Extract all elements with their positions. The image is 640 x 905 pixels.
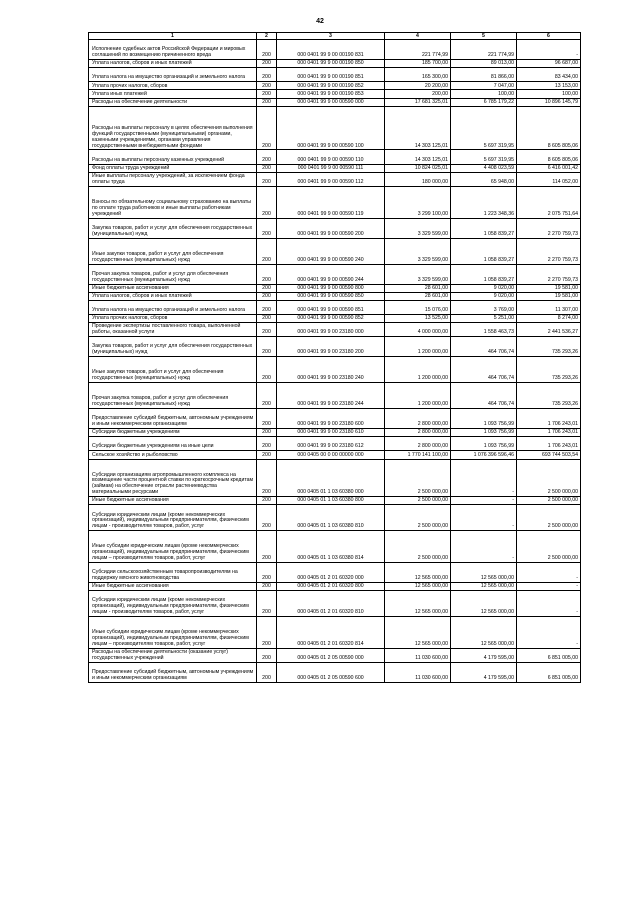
row-classification-cell: 000 0401 99 9 00 23180 244 xyxy=(277,383,385,409)
row-name-cell: Проведение экспертизы поставленного товара, выполненной работы, оказанной услуги xyxy=(89,323,257,337)
row-approved-cell: 2 800 000,00 xyxy=(385,437,451,451)
row-executed-cell: 1 058 839,27 xyxy=(451,218,517,238)
row-approved-cell: 1 200 000,00 xyxy=(385,337,451,357)
table-row xyxy=(89,383,581,409)
column-header: 6 xyxy=(517,33,581,40)
row-unexecuted-cell: 2 441 536,27 xyxy=(517,323,581,337)
row-executed-cell: 221 774,99 xyxy=(451,40,517,60)
table-row xyxy=(89,68,581,82)
row-approved-cell: 1 770 141 100,00 xyxy=(385,451,451,459)
row-classification-cell: 000 0401 99 9 00 00190 851 xyxy=(277,68,385,82)
table-row xyxy=(89,264,581,284)
row-approved-cell: 2 800 000,00 xyxy=(385,429,451,437)
table-row xyxy=(89,337,581,357)
row-approved-cell: 11 030 600,00 xyxy=(385,663,451,683)
budget-table xyxy=(88,32,581,683)
row-code-cell: 200 xyxy=(257,68,277,82)
row-name-cell: Иные закупки товаров, работ и услуг для обеспечения государственных (муниципальных) нужд xyxy=(89,357,257,383)
row-code-cell: 200 xyxy=(257,238,277,264)
row-classification-cell: 000 0405 00 0 00 00000 000 xyxy=(277,451,385,459)
table-row xyxy=(89,238,581,264)
row-approved-cell: 200,00 xyxy=(385,90,451,98)
row-unexecuted-cell: 2 500 000,00 xyxy=(517,505,581,531)
table-row xyxy=(89,617,581,649)
row-code-cell: 200 xyxy=(257,591,277,617)
row-executed-cell: - xyxy=(451,505,517,531)
row-code-cell: 200 xyxy=(257,648,277,662)
row-name-cell: Уплата налога на имущество организаций и земельного налога xyxy=(89,68,257,82)
row-approved-cell: 11 030 600,00 xyxy=(385,648,451,662)
table-row xyxy=(89,429,581,437)
row-unexecuted-cell: 10 896 145,79 xyxy=(517,98,581,106)
row-code-cell: 200 xyxy=(257,284,277,292)
row-unexecuted-cell: 2 075 751,64 xyxy=(517,186,581,218)
row-unexecuted-cell: 6 851 005,00 xyxy=(517,663,581,683)
row-unexecuted-cell: 8 605 805,06 xyxy=(517,150,581,164)
row-code-cell: 200 xyxy=(257,300,277,314)
row-executed-cell: 1 093 756,99 xyxy=(451,409,517,429)
row-name-cell: Уплата налогов, сборов и иных платежей xyxy=(89,292,257,300)
table-row xyxy=(89,505,581,531)
row-executed-cell: 5 697 319,95 xyxy=(451,106,517,150)
row-executed-cell: - xyxy=(451,459,517,497)
table-row xyxy=(89,292,581,300)
row-approved-cell: 1 200 000,00 xyxy=(385,357,451,383)
row-unexecuted-cell: 2 270 759,73 xyxy=(517,264,581,284)
row-executed-cell: 12 565 000,00 xyxy=(451,617,517,649)
row-executed-cell: 89 013,00 xyxy=(451,60,517,68)
row-classification-cell: 000 0405 01 2 01 60320 000 xyxy=(277,563,385,583)
row-executed-cell: 12 565 000,00 xyxy=(451,591,517,617)
row-approved-cell: 2 500 000,00 xyxy=(385,531,451,563)
row-executed-cell: 7 047,00 xyxy=(451,82,517,90)
table-row xyxy=(89,90,581,98)
row-executed-cell: 1 058 839,27 xyxy=(451,238,517,264)
row-classification-cell: 000 0401 99 9 00 00590 244 xyxy=(277,264,385,284)
row-name-cell: Расходы на обеспечение деятельности xyxy=(89,98,257,106)
row-code-cell: 200 xyxy=(257,451,277,459)
row-classification-cell: 000 0401 99 9 00 00590 110 xyxy=(277,150,385,164)
row-classification-cell: 000 0405 01 2 05 00590 000 xyxy=(277,648,385,662)
row-unexecuted-cell: - xyxy=(517,591,581,617)
row-name-cell: Прочая закупка товаров, работ и услуг для обеспечения государственных (муниципальных) нужд xyxy=(89,264,257,284)
row-name-cell: Расходы на выплаты персоналу казенных учреждений xyxy=(89,150,257,164)
row-classification-cell: 000 0401 99 9 00 23180 612 xyxy=(277,437,385,451)
table-row xyxy=(89,218,581,238)
table-row xyxy=(89,451,581,459)
row-name-cell: Прочая закупка товаров, работ и услуг для обеспечения государственных (муниципальных) нужд xyxy=(89,383,257,409)
row-code-cell: 200 xyxy=(257,337,277,357)
row-executed-cell: 4 408 023,59 xyxy=(451,164,517,172)
row-approved-cell: 3 329 599,00 xyxy=(385,218,451,238)
table-row xyxy=(89,531,581,563)
row-code-cell: 200 xyxy=(257,383,277,409)
table-row xyxy=(89,357,581,383)
row-classification-cell: 000 0401 99 9 00 00190 853 xyxy=(277,90,385,98)
row-name-cell: Субсидии организациям агропромышленного комплекса на возмещение части процентной ставки по краткосрочным кредитам (займам) на обеспечение отрасли растениеводства материальными ресурсами xyxy=(89,459,257,497)
row-approved-cell: 28 601,00 xyxy=(385,292,451,300)
row-code-cell: 200 xyxy=(257,459,277,497)
row-executed-cell: 1 223 348,36 xyxy=(451,186,517,218)
table-row xyxy=(89,284,581,292)
row-unexecuted-cell: 2 500 000,00 xyxy=(517,531,581,563)
row-code-cell: 200 xyxy=(257,164,277,172)
row-executed-cell: 12 565 000,00 xyxy=(451,563,517,583)
row-executed-cell: 1 076 396 596,46 xyxy=(451,451,517,459)
row-code-cell: 200 xyxy=(257,505,277,531)
row-classification-cell: 000 0401 99 9 00 23180 000 xyxy=(277,323,385,337)
row-executed-cell: 5 251,00 xyxy=(451,314,517,322)
row-executed-cell: - xyxy=(451,497,517,505)
row-name-cell: Субсидии юридическим лицам (кроме некоммерческих организаций), индивидуальным предпринимателям, физическим лицам - производителям товаров, работ, услуг xyxy=(89,591,257,617)
row-approved-cell: 4 000 000,00 xyxy=(385,323,451,337)
row-code-cell: 200 xyxy=(257,497,277,505)
row-unexecuted-cell: 19 581,00 xyxy=(517,284,581,292)
row-classification-cell: 000 0401 99 9 00 00190 831 xyxy=(277,40,385,60)
row-unexecuted-cell: 19 581,00 xyxy=(517,292,581,300)
row-code-cell: 200 xyxy=(257,60,277,68)
row-classification-cell: 000 0401 99 9 00 00590 800 xyxy=(277,284,385,292)
row-executed-cell: 12 565 000,00 xyxy=(451,583,517,591)
row-executed-cell: 100,00 xyxy=(451,90,517,98)
table-row xyxy=(89,563,581,583)
row-approved-cell: 2 800 000,00 xyxy=(385,409,451,429)
row-code-cell: 200 xyxy=(257,323,277,337)
row-approved-cell: 165 300,00 xyxy=(385,68,451,82)
row-code-cell: 200 xyxy=(257,563,277,583)
row-name-cell: Предоставление субсидий бюджетным, автономным учреждениям и иным некоммерческим организациям xyxy=(89,409,257,429)
row-classification-cell: 000 0405 01 2 01 60320 810 xyxy=(277,591,385,617)
row-name-cell: Иные бюджетные ассигнования xyxy=(89,284,257,292)
row-unexecuted-cell: 735 293,26 xyxy=(517,337,581,357)
row-classification-cell: 000 0401 99 9 00 00190 850 xyxy=(277,60,385,68)
row-approved-cell: 3 299 100,00 xyxy=(385,186,451,218)
row-executed-cell: 1 558 463,73 xyxy=(451,323,517,337)
row-name-cell: Уплата иных платежей xyxy=(89,90,257,98)
row-name-cell: Уплата налога на имущество организаций и земельного налога xyxy=(89,300,257,314)
row-executed-cell: 464 706,74 xyxy=(451,357,517,383)
row-unexecuted-cell: - xyxy=(517,40,581,60)
row-approved-cell: 17 681 325,01 xyxy=(385,98,451,106)
row-unexecuted-cell: 2 270 759,73 xyxy=(517,218,581,238)
table-row xyxy=(89,497,581,505)
row-classification-cell: 000 0401 99 9 00 00590 240 xyxy=(277,238,385,264)
row-approved-cell: 15 076,00 xyxy=(385,300,451,314)
row-code-cell: 200 xyxy=(257,264,277,284)
row-name-cell: Фонд оплаты труда учреждений xyxy=(89,164,257,172)
table-row xyxy=(89,106,581,150)
row-classification-cell: 000 0401 99 9 00 00590 111 xyxy=(277,164,385,172)
row-unexecuted-cell: 1 706 243,01 xyxy=(517,409,581,429)
row-unexecuted-cell: 114 052,00 xyxy=(517,172,581,186)
row-classification-cell: 000 0401 99 9 00 00590 100 xyxy=(277,106,385,150)
row-name-cell: Уплата прочих налогов, сборов xyxy=(89,82,257,90)
row-name-cell: Расходы на обеспечение деятельности (оказание услуг) государственных учреждений xyxy=(89,648,257,662)
row-executed-cell: 6 785 179,22 xyxy=(451,98,517,106)
row-classification-cell: 000 0401 99 9 00 00590 852 xyxy=(277,314,385,322)
row-name-cell: Иные бюджетные ассигнования xyxy=(89,497,257,505)
row-executed-cell: 5 697 319,95 xyxy=(451,150,517,164)
table-row xyxy=(89,186,581,218)
row-unexecuted-cell: 2 270 759,73 xyxy=(517,238,581,264)
row-unexecuted-cell: 11 307,00 xyxy=(517,300,581,314)
row-approved-cell: 28 601,00 xyxy=(385,284,451,292)
row-classification-cell: 000 0401 99 9 00 23180 240 xyxy=(277,357,385,383)
table-body xyxy=(89,40,581,683)
row-code-cell: 200 xyxy=(257,150,277,164)
row-name-cell: Уплата налогов, сборов и иных платежей xyxy=(89,60,257,68)
row-classification-cell: 000 0401 99 9 00 00590 200 xyxy=(277,218,385,238)
table-row xyxy=(89,409,581,429)
table-row xyxy=(89,40,581,60)
row-code-cell: 200 xyxy=(257,314,277,322)
row-code-cell: 200 xyxy=(257,437,277,451)
row-name-cell: Иные закупки товаров, работ и услуг для обеспечения государственных (муниципальных) нужд xyxy=(89,238,257,264)
row-name-cell: Расходы на выплаты персоналу в целях обеспечения выполнения функций государственными (муниципальными) органами, казенными учреждениями, органами управления государственными внебюджетными фондами xyxy=(89,106,257,150)
row-classification-cell: 000 0405 01 2 01 60320 800 xyxy=(277,583,385,591)
page-number: 42 xyxy=(316,18,324,25)
row-executed-cell: 4 179 595,00 xyxy=(451,663,517,683)
row-classification-cell: 000 0401 99 9 00 00590 119 xyxy=(277,186,385,218)
column-header: 5 xyxy=(451,33,517,40)
row-code-cell: 200 xyxy=(257,82,277,90)
row-executed-cell: 9 020,00 xyxy=(451,292,517,300)
row-unexecuted-cell: 8 605 805,06 xyxy=(517,106,581,150)
column-header: 4 xyxy=(385,33,451,40)
row-approved-cell: 10 824 025,01 xyxy=(385,164,451,172)
row-classification-cell: 000 0401 99 9 00 00590 000 xyxy=(277,98,385,106)
row-executed-cell: 9 020,00 xyxy=(451,284,517,292)
row-classification-cell: 000 0405 01 1 03 60380 810 xyxy=(277,505,385,531)
row-executed-cell: 464 706,74 xyxy=(451,337,517,357)
row-approved-cell: 12 565 000,00 xyxy=(385,563,451,583)
column-header: 2 xyxy=(257,33,277,40)
row-classification-cell: 000 0405 01 1 03 60380 814 xyxy=(277,531,385,563)
table-row xyxy=(89,82,581,90)
row-approved-cell: 2 500 000,00 xyxy=(385,459,451,497)
row-executed-cell: 464 706,74 xyxy=(451,383,517,409)
row-approved-cell: 13 525,00 xyxy=(385,314,451,322)
table-row xyxy=(89,591,581,617)
row-classification-cell: 000 0401 99 9 00 00590 112 xyxy=(277,172,385,186)
row-name-cell: Субсидии сельскохозяйственным товаропроизводителям на поддержку мясного животноводства xyxy=(89,563,257,583)
table-row xyxy=(89,60,581,68)
table-row xyxy=(89,437,581,451)
row-approved-cell: 180 000,00 xyxy=(385,172,451,186)
row-approved-cell: 12 565 000,00 xyxy=(385,617,451,649)
row-unexecuted-cell: 6 851 005,00 xyxy=(517,648,581,662)
row-classification-cell: 000 0405 01 1 03 60380 800 xyxy=(277,497,385,505)
row-classification-cell: 000 0401 99 9 00 00590 850 xyxy=(277,292,385,300)
table-row xyxy=(89,150,581,164)
row-executed-cell: 65 948,00 xyxy=(451,172,517,186)
row-unexecuted-cell: 2 500 000,00 xyxy=(517,459,581,497)
row-name-cell: Иные выплаты персоналу учреждений, за исключением фонда оплаты труда xyxy=(89,172,257,186)
table-row xyxy=(89,98,581,106)
row-executed-cell: 81 866,00 xyxy=(451,68,517,82)
table-row xyxy=(89,648,581,662)
row-code-cell: 200 xyxy=(257,90,277,98)
row-name-cell: Иные субсидии юридическим лицам (кроме некоммерческих организаций), индивидуальным предпринимателям, физическим лицам – производителям товаров, работ, услуг xyxy=(89,531,257,563)
row-classification-cell: 000 0401 99 9 00 00590 851 xyxy=(277,300,385,314)
table-row xyxy=(89,314,581,322)
row-classification-cell: 000 0405 01 2 01 60320 814 xyxy=(277,617,385,649)
row-code-cell: 200 xyxy=(257,98,277,106)
row-approved-cell: 1 200 000,00 xyxy=(385,383,451,409)
row-code-cell: 200 xyxy=(257,292,277,300)
row-name-cell: Иные бюджетные ассигнования xyxy=(89,583,257,591)
row-name-cell: Субсидии юридическим лицам (кроме некоммерческих организаций), индивидуальным предпринимателям, физическим лицам - производителям товаров, работ, услуг xyxy=(89,505,257,531)
row-executed-cell: 1 093 756,99 xyxy=(451,429,517,437)
row-name-cell: Закупка товаров, работ и услуг для обеспечения государственных (муниципальных) нужд xyxy=(89,218,257,238)
row-unexecuted-cell: 1 706 243,01 xyxy=(517,429,581,437)
row-code-cell: 200 xyxy=(257,531,277,563)
row-unexecuted-cell: 1 706 243,01 xyxy=(517,437,581,451)
row-name-cell: Взносы по обязательному социальному страхованию на выплаты по оплате труда работников и иные выплаты работникам учреждений xyxy=(89,186,257,218)
row-code-cell: 200 xyxy=(257,583,277,591)
row-code-cell: 200 xyxy=(257,186,277,218)
row-executed-cell: - xyxy=(451,531,517,563)
row-name-cell: Субсидии бюджетным учреждениям xyxy=(89,429,257,437)
row-approved-cell: 2 500 000,00 xyxy=(385,505,451,531)
row-unexecuted-cell: - xyxy=(517,583,581,591)
row-name-cell: Субсидии бюджетным учреждениям на иные цели xyxy=(89,437,257,451)
row-unexecuted-cell: 96 687,00 xyxy=(517,60,581,68)
table-row xyxy=(89,459,581,497)
table-row xyxy=(89,300,581,314)
row-name-cell: Предоставление субсидий бюджетным, автономным учреждениям и иным некоммерческим организациям xyxy=(89,663,257,683)
row-unexecuted-cell: 8 274,00 xyxy=(517,314,581,322)
row-unexecuted-cell: 735 293,26 xyxy=(517,357,581,383)
row-approved-cell: 2 500 000,00 xyxy=(385,497,451,505)
row-executed-cell: 3 769,00 xyxy=(451,300,517,314)
row-classification-cell: 000 0401 99 9 00 23180 200 xyxy=(277,337,385,357)
row-unexecuted-cell: 100,00 xyxy=(517,90,581,98)
column-header: 1 xyxy=(89,33,257,40)
row-unexecuted-cell: 2 500 000,00 xyxy=(517,497,581,505)
row-name-cell: Иные субсидии юридическим лицам (кроме некоммерческих организаций), индивидуальным предпринимателям, физическим лицам – производителям товаров, работ, услуг xyxy=(89,617,257,649)
row-unexecuted-cell: 735 293,26 xyxy=(517,383,581,409)
table-row xyxy=(89,663,581,683)
row-approved-cell: 14 303 125,01 xyxy=(385,106,451,150)
table-row xyxy=(89,583,581,591)
row-approved-cell: 12 565 000,00 xyxy=(385,583,451,591)
row-executed-cell: 1 093 756,99 xyxy=(451,437,517,451)
row-code-cell: 200 xyxy=(257,357,277,383)
row-approved-cell: 12 565 000,00 xyxy=(385,591,451,617)
row-unexecuted-cell: 6 416 001,42 xyxy=(517,164,581,172)
column-header-row xyxy=(89,33,581,40)
table-row xyxy=(89,323,581,337)
row-code-cell: 200 xyxy=(257,40,277,60)
row-code-cell: 200 xyxy=(257,218,277,238)
row-code-cell: 200 xyxy=(257,429,277,437)
row-classification-cell: 000 0405 01 1 03 60380 000 xyxy=(277,459,385,497)
row-approved-cell: 20 200,00 xyxy=(385,82,451,90)
table-row xyxy=(89,164,581,172)
row-executed-cell: 4 179 595,00 xyxy=(451,648,517,662)
row-name-cell: Сельское хозяйство и рыболовство xyxy=(89,451,257,459)
row-code-cell: 200 xyxy=(257,663,277,683)
row-code-cell: 200 xyxy=(257,617,277,649)
row-executed-cell: 1 058 839,27 xyxy=(451,264,517,284)
row-unexecuted-cell: - xyxy=(517,563,581,583)
row-code-cell: 200 xyxy=(257,172,277,186)
row-name-cell: Закупка товаров, работ и услуг для обеспечения государственных (муниципальных) нужд xyxy=(89,337,257,357)
row-classification-cell: 000 0401 99 9 00 00190 852 xyxy=(277,82,385,90)
row-code-cell: 200 xyxy=(257,409,277,429)
row-code-cell: 200 xyxy=(257,106,277,150)
row-unexecuted-cell: - xyxy=(517,617,581,649)
column-header: 3 xyxy=(277,33,385,40)
table-row xyxy=(89,172,581,186)
row-approved-cell: 185 700,00 xyxy=(385,60,451,68)
row-classification-cell: 000 0401 99 9 00 23180 600 xyxy=(277,409,385,429)
row-approved-cell: 3 329 599,00 xyxy=(385,238,451,264)
row-approved-cell: 14 303 125,01 xyxy=(385,150,451,164)
row-name-cell: Исполнение судебных актов Российской Федерации и мировых соглашений по возмещению причиненного вреда xyxy=(89,40,257,60)
row-unexecuted-cell: 693 744 503,54 xyxy=(517,451,581,459)
row-classification-cell: 000 0401 99 9 00 23180 610 xyxy=(277,429,385,437)
row-classification-cell: 000 0405 01 2 05 00590 600 xyxy=(277,663,385,683)
row-unexecuted-cell: 13 153,00 xyxy=(517,82,581,90)
row-name-cell: Уплата прочих налогов, сборов xyxy=(89,314,257,322)
row-unexecuted-cell: 83 434,00 xyxy=(517,68,581,82)
row-approved-cell: 3 329 599,00 xyxy=(385,264,451,284)
row-approved-cell: 221 774,99 xyxy=(385,40,451,60)
